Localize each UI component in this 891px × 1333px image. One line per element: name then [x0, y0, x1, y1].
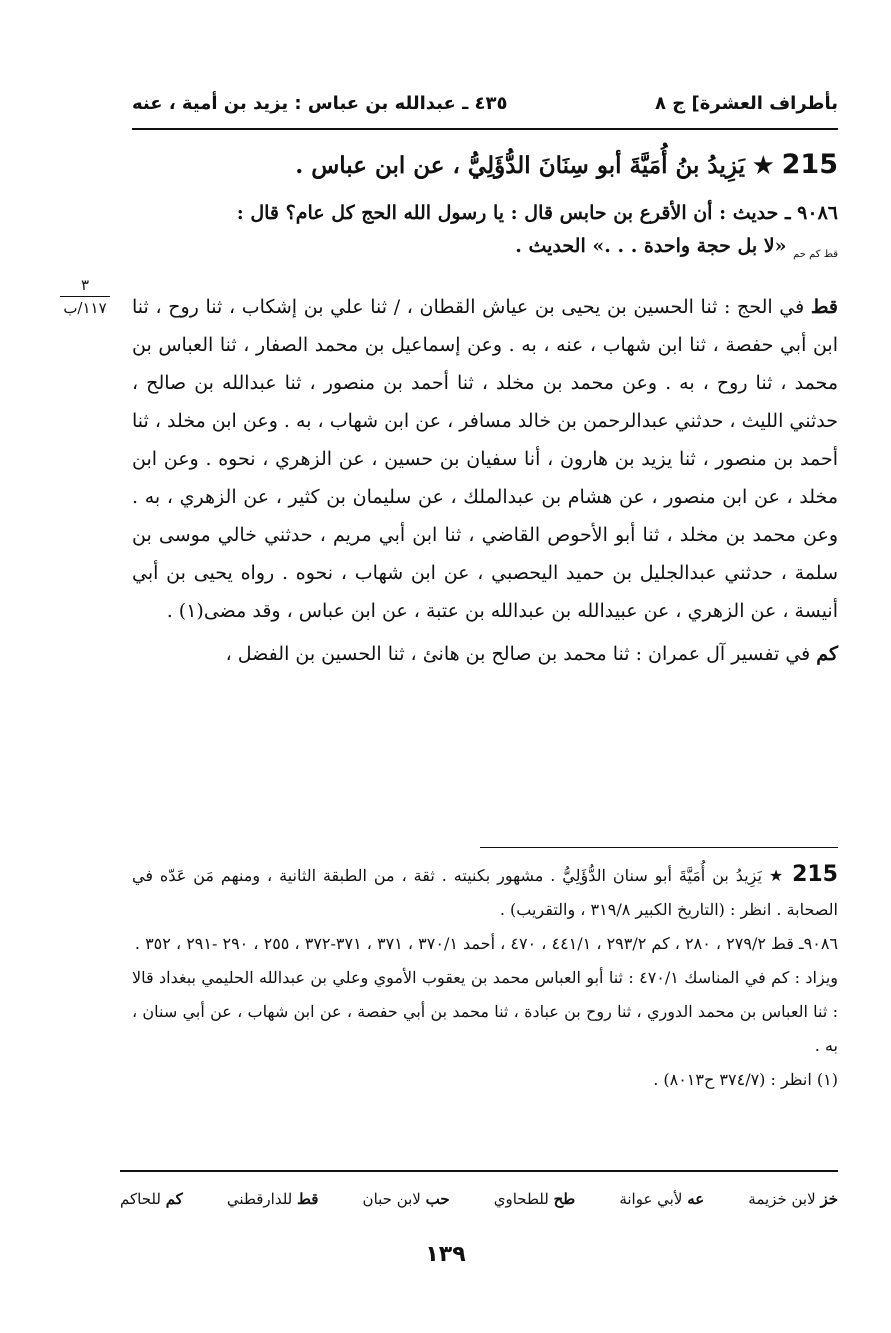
paragraph-daraqutni: قط في الحج : ثنا الحسين بن يحيى بن عياش القطان ، / ثنا علي بن إشكاب ، ثنا روح ، ثنا ابن أبي حفصة ، ثنا ابن شهاب ، عنه ، به . وعن إسماعيل بن محمد الصفار ، ثنا العباس بن محمد ، ثنا روح ، به . وعن محمد بن مخلد ، ثنا أحمد بن منصور ، ثنا عبدالله بن صالح ، حدثني الليث ، حدثني عبدالرحمن بن خالد مسافر ، عن ابن شهاب ، به . وعن ابن مخلد ، ثنا أحمد بن منصور ، ثنا يزيد بن هارون ، أنا سفيان بن حسين ، عن الزهري ، نحوه . وعن ابن مخلد ، عن ابن منصور ، عن هشام بن عبدالملك ، عن سليمان بن كثير ، عن الزهري ، به . وعن محمد بن مخلد ، ثنا أبو الأحوص القاضي ، ثنا ابن أبي مريم ، حدثني خالي موسى بن سلمة ، حدثني عبدالجليل بن حميد اليحصبي ، عن ابن شهاب ، نحوه . رواه يحيى بن أبي أنيسة ، عن الزهري ، عن عبيدالله بن عبدالله بن عتبة ، عن ابن عباس ، وقد مضى(١) . [132, 296, 838, 622]
sigla-item: عه لأبي عوانة [619, 1190, 705, 1208]
narrator-heading [132, 145, 838, 186]
footnote-references: ٩٠٨٦ـ قط ٢٧٩/٢ ، ٢٨٠ ، كم ٢٩٣/٢ ، ٤٤١/١ ، ٤٧٠ ، أحمد ٣٧٠/١ ، ٣٧١ ، ٣٧١-٣٧٢ ، ٢٥٥ ، ٢٩٠ -٢٩١ ، ٣٥٢ . [134, 934, 838, 953]
sigla-item: طح للطحاوي [493, 1190, 576, 1208]
narrator-number: 215 [781, 149, 838, 180]
header-book-volume: بأطراف العشرة] ج ٨ [655, 92, 838, 114]
star-icon: ★ [768, 866, 786, 885]
manuscript-folio-note [50, 276, 120, 317]
footnote-cross-reference: (١) انظر : (٣٧٤/٧ ح٨٠١٣) . [653, 1070, 838, 1089]
sigla-item: خز لابن خزيمة [748, 1190, 838, 1208]
footnotes [132, 858, 838, 1097]
footnote-number: 215 [792, 862, 838, 887]
narrator-name: يَزِيدُ بنُ أُمَيَّةَ أبو سِنَانَ الدُّؤَلِيُّ ، عن ابن عباس . [295, 152, 745, 179]
sigla-item: قط للدارقطني [226, 1190, 319, 1208]
page-number: ١٣٩ [425, 1242, 466, 1267]
paragraph-hakim: كم في تفسير آل عمران : ثنا محمد بن صالح بن هانئ ، ثنا الحسين بن الفضل ، [225, 643, 838, 665]
sigla-rule [120, 1170, 838, 1172]
source-code: قط [810, 296, 838, 318]
sigla-legend [120, 1187, 838, 1211]
folio-divider [60, 296, 110, 297]
star-icon: ★ [752, 152, 774, 179]
hadith-text-line1: ٩٠٨٦ ـ حديث : أن الأقرع بن حابس قال : يا رسول الله الحج كل عام؟ قال : [236, 202, 838, 224]
hadith-entry [132, 197, 838, 271]
folio-bottom: ١١٧/ب [63, 299, 107, 317]
running-header [132, 88, 838, 118]
folio-top: ٣ [80, 276, 90, 294]
main-text [132, 288, 838, 673]
header-chapter-title: ٤٣٥ ـ عبدالله بن عباس : يزيد بن أمية ، عنه [132, 92, 508, 114]
hadith-source-sigla: قط كم حم [793, 248, 838, 260]
sigla-item: كم للحاكم [120, 1190, 183, 1208]
footnote-rule [480, 847, 838, 848]
hadith-text-line2: $_{قط كم حم}$ «لا بل حجة واحدة . . .» الحديث . [515, 235, 838, 260]
header-rule [132, 128, 838, 130]
footnote-additions: ويزاد : كم في المناسك ٤٧٠/١ : ثنا أبو العباس محمد بن يعقوب الأموي وعلي بن عبدالله الحليمي ببغداد قالا : ثنا العباس بن محمد الدوري ، ثنا روح بن عبادة ، ثنا محمد بن أبي حفصة ، عن ابن شهاب ، عن أبي سنان ، به . [132, 968, 839, 1055]
footnote-narrator: 215 ★ يَزِيدُ بن أُمَيَّةَ أبو سنان الدُّؤَلِيُّ . مشهور بكنيته . ثقة ، من الطبقة الثانية ، ومنهم مَن عَدّه في الصحابة . انظر : (التاريخ الكبير ٣١٩/٨ ، والتقريب) . [132, 862, 838, 919]
source-code: كم [816, 643, 838, 665]
sigla-item: حب لابن حبان [362, 1190, 450, 1208]
